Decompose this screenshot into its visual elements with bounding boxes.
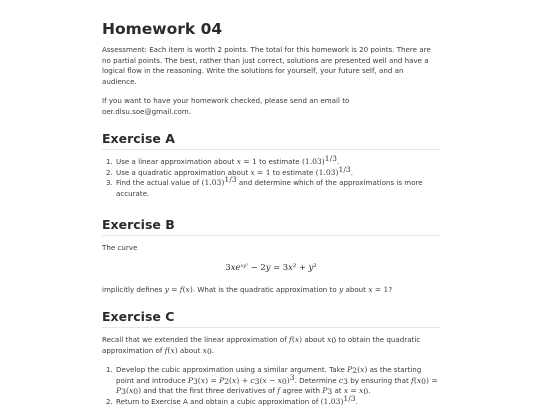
exercise-b-lead: The curve <box>102 243 440 254</box>
exercise-a-item-3: 3. Find the actual value of $(1.03)^{1/3}$ and determine which of the approximations is more accurate. <box>102 178 440 199</box>
assessment-paragraph: Assessment: Each item is worth 2 points. The total for this homework is 20 points. There are no partial points. The best, rather than just correct, solutions are presented well and have a logical flow in the reasoning. Write the solutions for yourself, your future self, and an audience. <box>102 45 440 87</box>
exercise-b-equation: $3xe^{xy^2} - 2y = 3x^2 + y^2$ <box>102 262 440 272</box>
page-title: Homework 04 <box>102 20 222 38</box>
exercise-b-question: implicitly defines y = f(x). What is the quadratic approximation to y about x = 1? <box>102 285 440 296</box>
contact-paragraph: If you want to have your homework checked, please send an email to oer.dlsu.soe@gmail.com. <box>102 96 440 117</box>
exercise-c-item-1: 1. Develop the cubic approximation using a similar argument. Take $P_2(x)$ as the starting point and introduce $P_3(x) = P_2(x) + c_3(x - x_0)^3$. Determine $c_3$ by ensuring that $f(x_0) = P_3(x_0)$ and that the first three derivatives of f agree with $P_3$ at $x = x_0$. <box>102 365 440 397</box>
exercise-c-item-2: 2. Return to Exercise A and obtain a cubic approximation of $(1.03)^{1/3}$. <box>102 397 440 407</box>
exercise-a-list <box>102 157 440 199</box>
exercise-c-lead: Recall that we extended the linear approximation of f(x) about $x_0$ to obtain the quadratic approximation of f(x) about $x_0$. <box>102 335 440 356</box>
exercise-c-list <box>102 365 440 407</box>
exercise-b-heading: Exercise B <box>102 217 440 236</box>
exercise-a-item-2: 2. Use a quadratic approximation about x = 1 to estimate $(1.03)^{1/3}$. <box>102 168 440 179</box>
exercise-a-heading: Exercise A <box>102 131 440 150</box>
exercise-c-heading: Exercise C <box>102 309 440 328</box>
exercise-a-item-1: 1. Use a linear approximation about x = 1 to estimate $(1.03)^{1/3}$. <box>102 157 440 168</box>
